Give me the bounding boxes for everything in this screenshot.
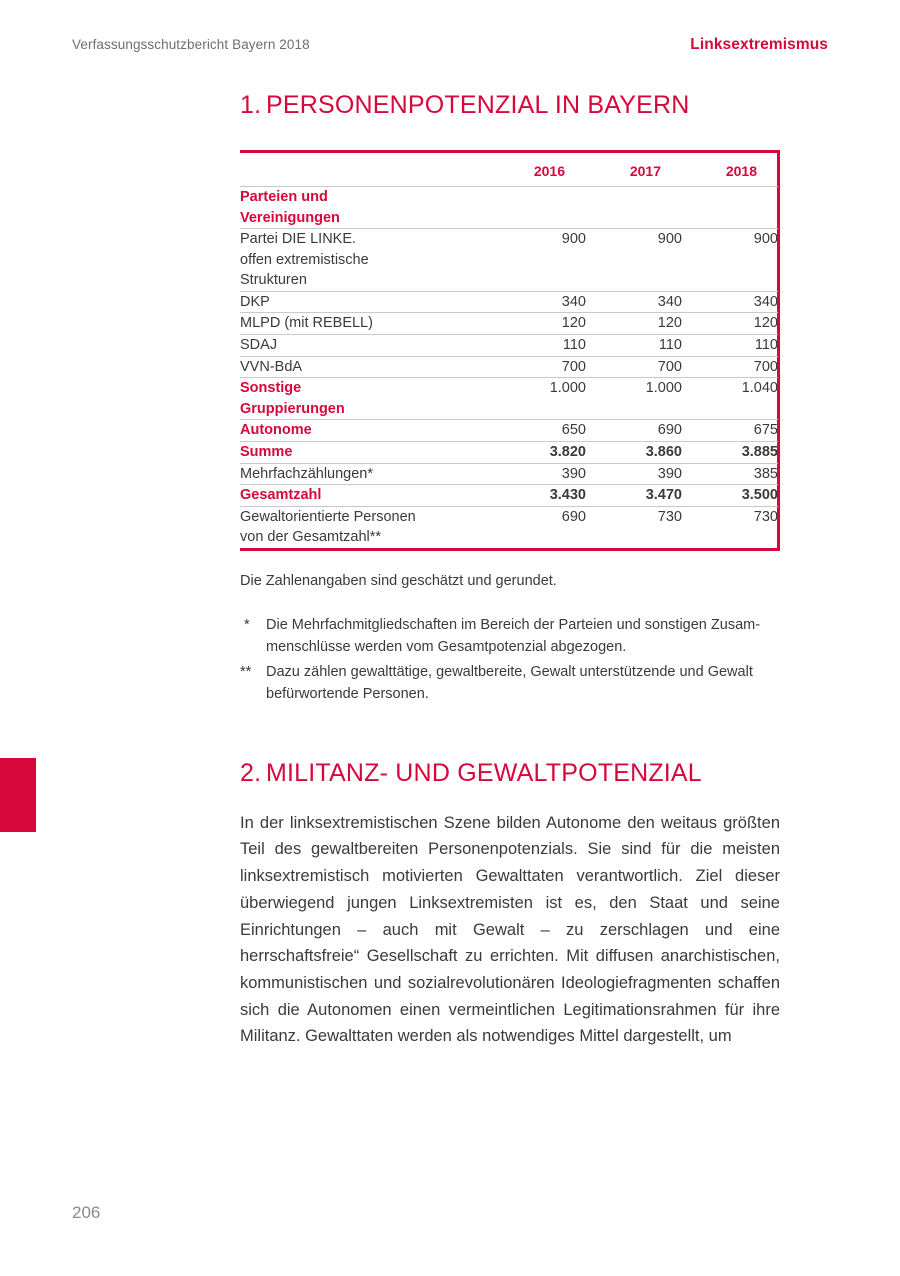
table-cell-label: VVN-BdA bbox=[240, 356, 490, 378]
footnote-list bbox=[240, 614, 780, 706]
table-cell-value-2017: 390 bbox=[586, 463, 682, 485]
table-note-estimate: Die Zahlenangaben sind geschätzt und gerundet. bbox=[240, 572, 557, 589]
table-row bbox=[240, 378, 778, 420]
table-cell-label: MLPD (mit REBELL) bbox=[240, 313, 490, 335]
table-cell-value-2016: 900 bbox=[490, 229, 586, 292]
table-cell-value-2018: 1.040 bbox=[682, 378, 778, 420]
table-cell-value-2016: 3.820 bbox=[490, 441, 586, 463]
table-cell-label: Sonstige Gruppierungen bbox=[240, 378, 490, 420]
personenpotenzial-table-wrapper bbox=[240, 150, 780, 551]
table-header bbox=[240, 153, 778, 187]
body-paragraph: In der linksextremistischen Szene bilden Autonome den weitaus größten Teil des gewaltbereiten Personenpotenzials. Sie sind für die meisten linksextremistisch motivierten Gewalttaten verantwortlich. Ziel dieser überwiegend jungen Linksextremisten ist es, den Staat und seine Einrichtungen – auch mit Gewalt – zu zerschlagen und eine herrschaftsfreie“ Gesellschaft zu errichten. Mit diffusen anarchistischen, kommunistischen und sozialrevolutionären Ideologiefragmenten schaffen sich die Autonomen einen vermeintlichen Legitimationsrahmen für ihre Militanz. Gewalttaten werden als notwendiges Mittel dargestellt, um bbox=[240, 813, 780, 1046]
table-cell-value-2016: 1.000 bbox=[490, 378, 586, 420]
section-heading-militanz bbox=[240, 758, 780, 788]
table-cell-value-2017: 1.000 bbox=[586, 378, 682, 420]
footnote-marker: * bbox=[244, 616, 250, 633]
table-row bbox=[240, 485, 778, 507]
table-cell-value-2018: 340 bbox=[682, 291, 778, 313]
table-cell-label: Summe bbox=[240, 441, 490, 463]
table-header-row bbox=[240, 153, 778, 187]
page-number: 206 bbox=[72, 1203, 101, 1222]
table-cell-label: Mehrfachzählungen* bbox=[240, 463, 490, 485]
table-cell-value-2018: 700 bbox=[682, 356, 778, 378]
table-cell-value-2018: 110 bbox=[682, 335, 778, 357]
footnote-marker: ** bbox=[240, 663, 252, 680]
table-cell-value-2017: 3.470 bbox=[586, 485, 682, 507]
running-head bbox=[72, 36, 828, 58]
table-cell-label: DKP bbox=[240, 291, 490, 313]
table-cell-value-2018: 3.500 bbox=[682, 485, 778, 507]
table-cell-value-2018: 730 bbox=[753, 508, 778, 525]
table-cell-value-2016: 690 bbox=[561, 508, 586, 525]
table-cell-value-2018 bbox=[682, 187, 778, 229]
table-cell-label: Gewaltorientierte Personen von der Gesamtzahl** bbox=[240, 508, 416, 546]
section-number: 2. bbox=[240, 758, 262, 787]
running-head-report-title: Verfassungsschutzbericht Bayern 2018 bbox=[72, 37, 310, 52]
footnote-text: Die Mehrfachmitgliedschaften im Bereich der Parteien und sonstigen Zusammenschlüsse werden vom Gesamtpotenzial abgezogen. bbox=[266, 616, 761, 656]
table-cell-value-2016: 650 bbox=[490, 420, 586, 442]
table-row bbox=[240, 335, 778, 357]
table-cell-value-2018: 385 bbox=[682, 463, 778, 485]
table-row bbox=[240, 506, 778, 548]
table-cell-label: Gesamtzahl bbox=[240, 485, 490, 507]
column-header-2017: 2017 bbox=[586, 153, 682, 187]
table-row bbox=[240, 441, 778, 463]
section-title-text: MILITANZ- UND GEWALTPOTENZIAL bbox=[266, 758, 702, 787]
table-cell-value-2016: 700 bbox=[490, 356, 586, 378]
table-cell-value-2017: 700 bbox=[586, 356, 682, 378]
table-cell-value-2017 bbox=[586, 187, 682, 229]
table-cell-value-2017: 900 bbox=[586, 229, 682, 292]
table-cell-value-2016: 390 bbox=[490, 463, 586, 485]
table-cell-value-2017: 340 bbox=[586, 291, 682, 313]
table-cell-value-2018: 675 bbox=[682, 420, 778, 442]
table-body bbox=[240, 187, 778, 548]
table-row bbox=[240, 356, 778, 378]
footnote-text: Dazu zählen gewalttätige, gewaltbereite, Gewalt unterstützende und Gewalt befürwortende Personen. bbox=[266, 663, 753, 703]
table-row bbox=[240, 229, 778, 292]
page-content bbox=[240, 90, 780, 1050]
footnote-item bbox=[240, 661, 780, 706]
table-cell-value-2017: 120 bbox=[586, 313, 682, 335]
table-cell-value-2016: 340 bbox=[490, 291, 586, 313]
section-title-text: PERSONENPOTENZIAL IN BAYERN bbox=[266, 91, 690, 119]
table-cell-value-2016 bbox=[490, 187, 586, 229]
table-cell-label: Partei DIE LINKE. offen extremistische Strukturen bbox=[240, 229, 490, 292]
table-cell-value-2017: 3.860 bbox=[586, 441, 682, 463]
column-header-category bbox=[240, 153, 490, 187]
table-row bbox=[240, 291, 778, 313]
personenpotenzial-table bbox=[240, 153, 778, 548]
table-row bbox=[240, 313, 778, 335]
table-cell-value-2016: 3.430 bbox=[490, 485, 586, 507]
column-header-2018: 2018 bbox=[682, 153, 778, 187]
footnote-item bbox=[240, 614, 780, 659]
table-cell-value-2017: 690 bbox=[586, 420, 682, 442]
table-cell-value-2016: 120 bbox=[490, 313, 586, 335]
table-cell-value-2016: 110 bbox=[490, 335, 586, 357]
table-row bbox=[240, 463, 778, 485]
section-heading-personenpotenzial bbox=[240, 90, 780, 120]
chapter-edge-tab bbox=[0, 758, 36, 832]
column-header-2016: 2016 bbox=[490, 153, 586, 187]
table-cell-value-2018: 120 bbox=[682, 313, 778, 335]
table-cell-value-2018: 900 bbox=[682, 229, 778, 292]
table-cell-label: Parteien und Vereinigungen bbox=[240, 187, 490, 229]
table-cell-value-2018: 3.885 bbox=[682, 441, 778, 463]
table-row bbox=[240, 187, 778, 229]
table-cell-value-2017: 110 bbox=[586, 335, 682, 357]
table-row bbox=[240, 420, 778, 442]
running-head-chapter-title: Linksextremismus bbox=[690, 36, 828, 53]
table-cell-value-2017: 730 bbox=[657, 508, 682, 525]
section-number: 1. bbox=[240, 91, 262, 119]
table-cell-label: Autonome bbox=[240, 420, 490, 442]
table-cell-label: SDAJ bbox=[240, 335, 490, 357]
